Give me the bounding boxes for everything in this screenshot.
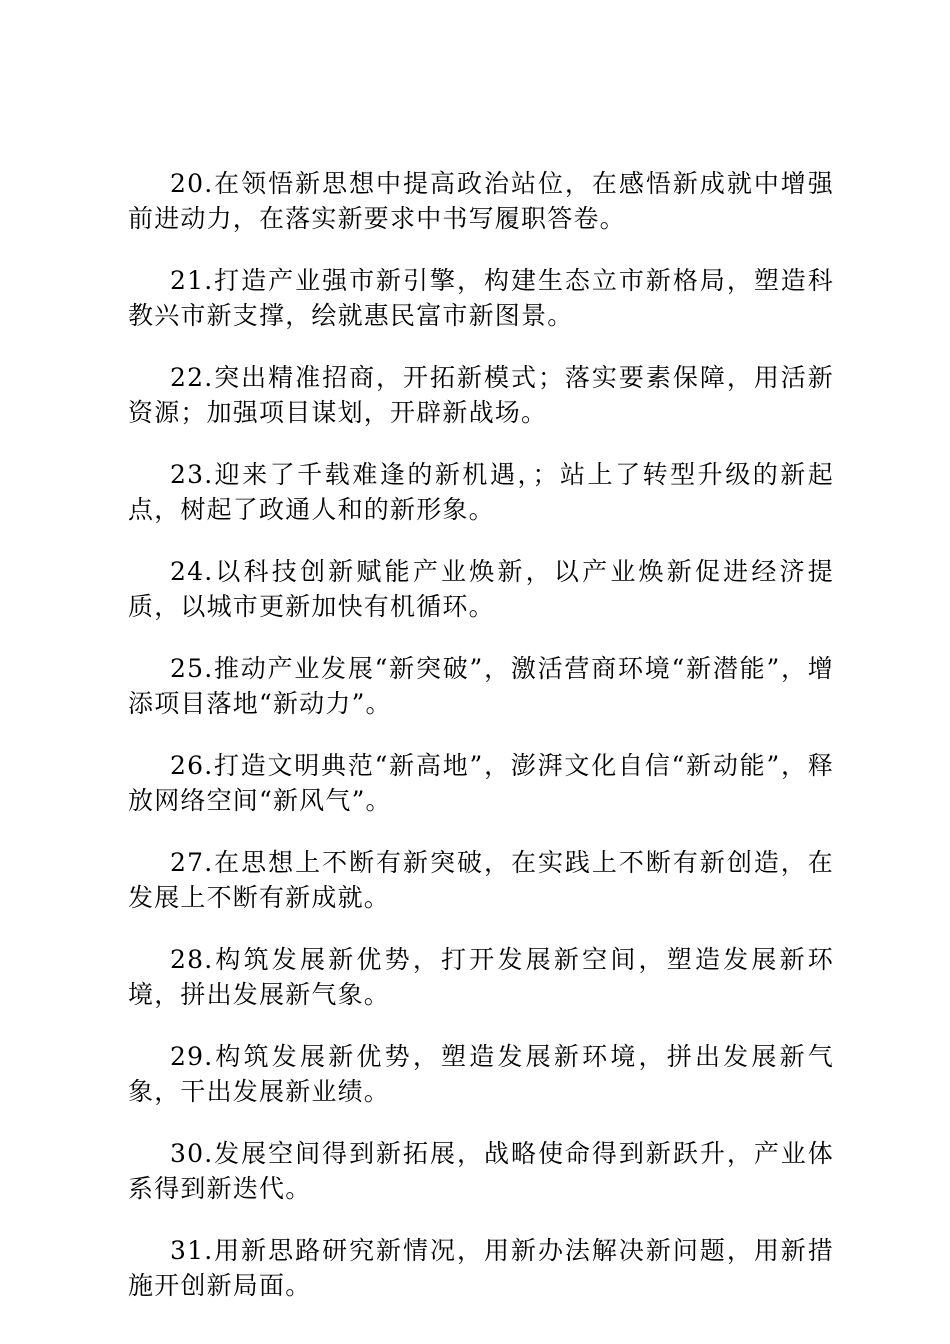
paragraph-29: 29.构筑发展新优势，塑造发展新环境，拼出发展新气象，干出发展新业绩。 bbox=[128, 1042, 834, 1106]
paragraph-30: 30.发展空间得到新拓展，战略使命得到新跃升，产业体系得到新迭代。 bbox=[128, 1139, 834, 1203]
paragraph-31: 31.用新思路研究新情况，用新办法解决新问题，用新措施开创新局面。 bbox=[128, 1236, 834, 1300]
paragraph-23: 23.迎来了千载难逢的新机遇，；站上了转型升级的新起点，树起了政通人和的新形象。 bbox=[128, 460, 834, 524]
paragraph-24: 24.以科技创新赋能产业焕新，以产业焕新促进经济提质，以城市更新加快有机循环。 bbox=[128, 557, 834, 621]
paragraph-21: 21.打造产业强市新引擎，构建生态立市新格局，塑造科教兴市新支撑，绘就惠民富市新图景。 bbox=[128, 266, 834, 330]
paragraph-20: 20.在领悟新思想中提高政治站位，在感悟新成就中增强前进动力，在落实新要求中书写履职答卷。 bbox=[128, 169, 834, 233]
paragraph-27: 27.在思想上不断有新突破，在实践上不断有新创造，在发展上不断有新成就。 bbox=[128, 848, 834, 912]
document-page bbox=[128, 166, 834, 1330]
paragraph-22: 22.突出精准招商，开拓新模式；落实要素保障，用活新资源；加强项目谋划，开辟新战场。 bbox=[128, 363, 834, 427]
paragraph-28: 28.构筑发展新优势，打开发展新空间，塑造发展新环境，拼出发展新气象。 bbox=[128, 945, 834, 1009]
paragraph-25: 25.推动产业发展“新突破”，激活营商环境“新潜能”，增添项目落地“新动力”。 bbox=[128, 654, 834, 718]
paragraph-26: 26.打造文明典范“新高地”，澎湃文化自信“新动能”，释放网络空间“新风气”。 bbox=[128, 751, 834, 815]
